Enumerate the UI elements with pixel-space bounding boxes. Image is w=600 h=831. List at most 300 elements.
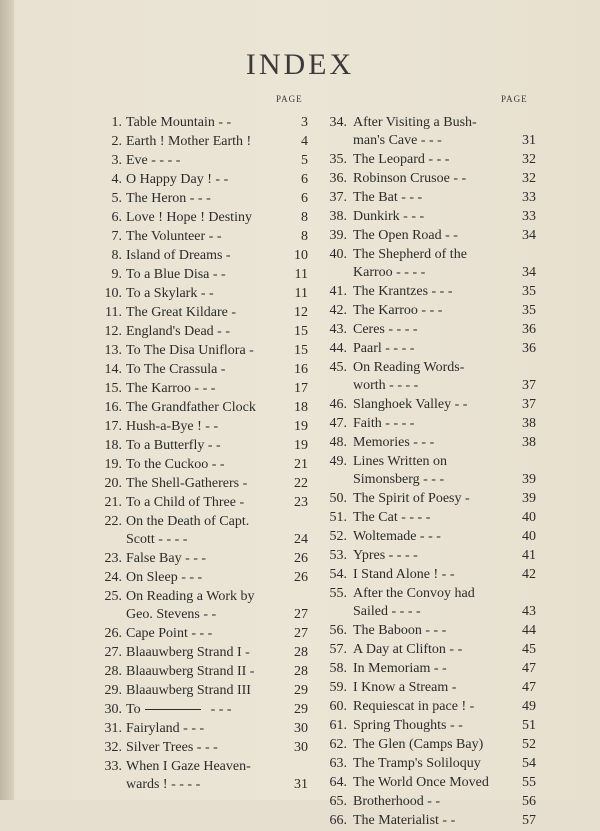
index-entry — [322, 434, 536, 452]
entry-number: 17. — [104, 419, 122, 434]
index-entry — [322, 774, 536, 792]
entry-page-number: 35 — [522, 303, 536, 318]
entry-title: Woltemade - - - — [353, 529, 441, 544]
entry-page-number: 55 — [522, 775, 536, 790]
entry-page-number: 51 — [522, 718, 536, 733]
entry-number: 36. — [329, 171, 347, 186]
entry-page-number: 30 — [294, 721, 308, 736]
index-entry-line — [322, 660, 536, 678]
index-entry — [322, 490, 536, 508]
entry-number: 6. — [111, 210, 122, 225]
index-entry-line — [96, 682, 308, 700]
entry-page-number: 36 — [522, 322, 536, 337]
entry-title: To The Disa Uniflora - — [126, 343, 254, 358]
index-entry-line — [96, 361, 308, 379]
index-entry-line — [96, 152, 308, 170]
entry-number: 10. — [104, 286, 122, 301]
page-column-label-right: PAGE — [501, 94, 528, 104]
index-entry — [322, 114, 536, 150]
blank-title-rule — [145, 709, 201, 710]
entry-title: The Bat - - - — [353, 190, 423, 205]
entry-number: 30. — [104, 702, 122, 717]
entry-page-number: 36 — [522, 341, 536, 356]
entry-title: Table Mountain - - — [126, 115, 232, 130]
index-entry — [322, 246, 536, 282]
index-entry — [96, 114, 308, 132]
entry-number: 20. — [104, 476, 122, 491]
page-column-label-left: PAGE — [276, 94, 303, 104]
entry-page-number: 54 — [522, 756, 536, 771]
entry-page-number: 35 — [522, 284, 536, 299]
entry-page-number: 32 — [522, 171, 536, 186]
index-entry-line — [96, 758, 308, 776]
index-entry-line — [322, 774, 536, 792]
index-entry-line — [322, 471, 536, 489]
index-entry — [322, 585, 536, 621]
entry-page-number: 42 — [522, 567, 536, 582]
index-entry-line — [96, 606, 308, 624]
entry-number: 3. — [111, 153, 122, 168]
index-entry-line — [322, 509, 536, 527]
entry-number: 58. — [329, 661, 347, 676]
index-entry — [322, 547, 536, 565]
entry-number: 13. — [104, 343, 122, 358]
entry-number: 65. — [329, 794, 347, 809]
entry-title: Cape Point - - - — [126, 626, 213, 641]
entry-number: 43. — [329, 322, 347, 337]
index-entry — [322, 755, 536, 773]
index-entry — [96, 152, 308, 170]
entry-title: On Reading Words- — [353, 360, 465, 375]
entry-number: 59. — [329, 680, 347, 695]
entry-page-number: 56 — [522, 794, 536, 809]
index-entry-line — [96, 550, 308, 568]
index-entry — [96, 475, 308, 493]
index-entry-line — [96, 569, 308, 587]
entry-number: 61. — [329, 718, 347, 733]
entry-number: 32. — [104, 740, 122, 755]
entry-page-number: 6 — [301, 172, 308, 187]
entry-title: On the Death of Capt. — [126, 514, 250, 529]
entry-page-number: 52 — [522, 737, 536, 752]
entry-page-number: 22 — [294, 476, 308, 491]
index-entry-line — [96, 494, 308, 512]
index-entry-line — [96, 475, 308, 493]
entry-number: 55. — [329, 586, 347, 601]
index-entry — [322, 698, 536, 716]
index-entry — [96, 644, 308, 662]
index-entry-line — [322, 377, 536, 395]
entry-number: 44. — [329, 341, 347, 356]
index-entry-line — [322, 603, 536, 621]
index-entry-line — [322, 622, 536, 640]
index-entry — [322, 509, 536, 527]
entry-number: 24. — [104, 570, 122, 585]
index-entry-line — [96, 418, 308, 436]
index-entry-line — [96, 342, 308, 360]
entry-number: 1. — [111, 115, 122, 130]
index-entry-line — [96, 114, 308, 132]
entry-title: Faith - - - - — [353, 416, 415, 431]
index-entry — [322, 340, 536, 358]
entry-title: The Tramp's Soliloquy — [353, 756, 481, 771]
index-entry-line — [322, 264, 536, 282]
entry-title: Earth ! Mother Earth ! — [126, 134, 252, 149]
entry-page-number: 29 — [294, 683, 308, 698]
entry-number: 4. — [111, 172, 122, 187]
entry-title: After the Convoy had — [353, 586, 475, 601]
entry-title: Brotherhood - - — [353, 794, 441, 809]
index-column-right — [322, 114, 536, 831]
entry-title: Scott - - - - — [126, 532, 188, 547]
index-entry-line — [322, 208, 536, 226]
entry-page-number: 33 — [522, 209, 536, 224]
index-entry-line — [322, 340, 536, 358]
index-entry — [96, 247, 308, 265]
index-entry — [96, 418, 308, 436]
entry-title: The Shepherd of the — [353, 247, 467, 262]
entry-page-number: 38 — [522, 416, 536, 431]
entry-number: 12. — [104, 324, 122, 339]
entry-page-number: 37 — [522, 397, 536, 412]
entry-number: 60. — [329, 699, 347, 714]
index-entry — [322, 302, 536, 320]
index-entry — [322, 717, 536, 735]
entry-title: The Krantzes - - - — [353, 284, 453, 299]
entry-title: The Karroo - - - — [353, 303, 443, 318]
entry-page-number: 40 — [522, 510, 536, 525]
entry-page-number: 31 — [294, 777, 308, 792]
index-entry-line — [322, 151, 536, 169]
index-entry-line — [96, 720, 308, 738]
entry-page-number: 34 — [522, 265, 536, 280]
entry-page-number: 26 — [294, 551, 308, 566]
entry-page-number: 15 — [294, 343, 308, 358]
entry-title: The Materialist - - — [353, 813, 456, 828]
index-entry-line — [322, 490, 536, 508]
index-entry-line — [322, 641, 536, 659]
index-entry-line — [96, 323, 308, 341]
entry-title: Dunkirk - - - — [353, 209, 425, 224]
entry-number: 9. — [111, 267, 122, 282]
index-entry-line — [96, 644, 308, 662]
index-entry-line — [96, 304, 308, 322]
entry-number: 53. — [329, 548, 347, 563]
index-entry-line — [96, 663, 308, 681]
index-entry-line — [96, 531, 308, 549]
entry-number: 35. — [329, 152, 347, 167]
index-entry — [96, 701, 308, 719]
entry-number: 14. — [104, 362, 122, 377]
entry-number: 25. — [104, 589, 122, 604]
entry-number: 66. — [329, 813, 347, 828]
index-entry-line — [96, 739, 308, 757]
entry-title: Spring Thoughts - - — [353, 718, 463, 733]
index-entry — [96, 663, 308, 681]
entry-page-number: 10 — [294, 248, 308, 263]
index-entry-line — [322, 453, 536, 471]
leader-dashes: - - - — [210, 702, 232, 717]
index-entry-line — [322, 812, 536, 830]
entry-title: The Leopard - - - — [353, 152, 450, 167]
entry-number: 18. — [104, 438, 122, 453]
entry-number: 42. — [329, 303, 347, 318]
entry-page-number: 15 — [294, 324, 308, 339]
index-entry — [322, 415, 536, 433]
entry-title: Lines Written on — [353, 454, 448, 469]
index-entry — [322, 622, 536, 640]
page-title: INDEX — [245, 48, 355, 81]
entry-page-number: 6 — [301, 191, 308, 206]
entry-title: On Sleep - - - — [126, 570, 203, 585]
index-entry — [322, 812, 536, 830]
entry-page-number: 16 — [294, 362, 308, 377]
index-entry-line — [96, 190, 308, 208]
entry-title: Simonsberg - - - — [353, 472, 445, 487]
entry-page-number: 19 — [294, 438, 308, 453]
index-entry-line — [322, 415, 536, 433]
entry-title: To a Butterfly - - — [126, 438, 221, 453]
index-entry — [96, 380, 308, 398]
index-entry-line — [322, 566, 536, 584]
index-entry — [322, 359, 536, 395]
entry-title: A Day at Clifton - - — [353, 642, 463, 657]
index-entry — [322, 321, 536, 339]
entry-title: Blaauwberg Strand II - — [126, 664, 255, 679]
index-entry — [322, 151, 536, 169]
entry-title: Blaauwberg Strand III — [126, 683, 251, 698]
entry-title: Memories - - - — [353, 435, 435, 450]
entry-title: Ceres - - - - — [353, 322, 418, 337]
entry-page-number: 28 — [294, 664, 308, 679]
index-entry — [96, 190, 308, 208]
entry-number: 38. — [329, 209, 347, 224]
entry-page-number: 49 — [522, 699, 536, 714]
entry-number: 7. — [111, 229, 122, 244]
index-entry-line — [96, 266, 308, 284]
entry-number: 2. — [111, 134, 122, 149]
index-column-left — [96, 114, 308, 795]
entry-title: O Happy Day ! - - — [126, 172, 229, 187]
index-entry — [96, 304, 308, 322]
index-entry-line — [322, 321, 536, 339]
index-entry-line — [322, 547, 536, 565]
index-entry-line — [322, 396, 536, 414]
entry-page-number: 34 — [522, 228, 536, 243]
entry-title: The Glen (Camps Bay) — [353, 737, 484, 752]
entry-title: Hush-a-Bye ! - - — [126, 419, 219, 434]
entry-title: False Bay - - - — [126, 551, 207, 566]
entry-page-number: 27 — [294, 626, 308, 641]
index-entry — [322, 170, 536, 188]
entry-page-number: 47 — [522, 680, 536, 695]
index-entry-line — [96, 776, 308, 794]
entry-title: On Reading a Work by — [126, 589, 255, 604]
entry-page-number: 11 — [294, 267, 308, 282]
index-entry — [96, 209, 308, 227]
entry-number: 41. — [329, 284, 347, 299]
entry-number: 23. — [104, 551, 122, 566]
entry-number: 8. — [111, 248, 122, 263]
entry-number: 52. — [329, 529, 347, 544]
index-entry-line — [322, 359, 536, 377]
index-entry — [322, 208, 536, 226]
entry-page-number: 8 — [301, 210, 308, 225]
entry-page-number: 11 — [294, 286, 308, 301]
index-entry-line — [96, 513, 308, 531]
entry-title: Silver Trees - - - — [126, 740, 218, 755]
index-entry — [322, 189, 536, 207]
index-entry-line — [96, 456, 308, 474]
entry-page-number: 33 — [522, 190, 536, 205]
entry-page-number: 26 — [294, 570, 308, 585]
entry-number: 45. — [329, 360, 347, 375]
index-entry — [322, 679, 536, 697]
index-entry-line — [96, 380, 308, 398]
entry-title: Love ! Hope ! Destiny — [126, 210, 252, 225]
entry-page-number: 31 — [522, 133, 536, 148]
index-entry — [96, 550, 308, 568]
index-entry — [96, 588, 308, 624]
index-entry — [96, 171, 308, 189]
entry-page-number: 18 — [294, 400, 308, 415]
index-entry — [96, 513, 308, 549]
entry-page-number: 45 — [522, 642, 536, 657]
index-entry — [322, 227, 536, 245]
entry-page-number: 5 — [301, 153, 308, 168]
index-entry-line — [322, 679, 536, 697]
index-entry — [96, 399, 308, 417]
index-entry-line — [322, 736, 536, 754]
entry-title: The Great Kildare - — [126, 305, 236, 320]
entry-title: Geo. Stevens - - — [126, 607, 217, 622]
index-entry — [96, 361, 308, 379]
index-entry-line — [322, 434, 536, 452]
entry-title: After Visiting a Bush- — [353, 115, 477, 130]
index-entry — [96, 323, 308, 341]
entry-page-number: 32 — [522, 152, 536, 167]
entry-number: 26. — [104, 626, 122, 641]
entry-number: 15. — [104, 381, 122, 396]
index-entry — [96, 437, 308, 455]
index-entry — [96, 758, 308, 794]
index-entry — [96, 720, 308, 738]
entry-title: I Know a Stream - — [353, 680, 457, 695]
index-entry — [96, 342, 308, 360]
entry-number: 22. — [104, 514, 122, 529]
entry-title: The Open Road - - — [353, 228, 458, 243]
index-entry — [96, 456, 308, 474]
entry-title: Paarl - - - - — [353, 341, 415, 356]
entry-title: The Baboon - - - — [353, 623, 447, 638]
entry-number: 39. — [329, 228, 347, 243]
entry-number: 34. — [329, 115, 347, 130]
index-entry-line — [96, 209, 308, 227]
index-entry-line — [96, 588, 308, 606]
index-entry-line — [322, 585, 536, 603]
entry-number: 33. — [104, 759, 122, 774]
entry-number: 51. — [329, 510, 347, 525]
index-entry-line — [322, 246, 536, 264]
entry-title: man's Cave - - - — [353, 133, 442, 148]
index-entry — [322, 566, 536, 584]
entry-page-number: 30 — [294, 740, 308, 755]
entry-number: 62. — [329, 737, 347, 752]
entry-page-number: 44 — [522, 623, 536, 638]
index-entry — [322, 283, 536, 301]
entry-number: 16. — [104, 400, 122, 415]
entry-page-number: 40 — [522, 529, 536, 544]
entry-page-number: 41 — [522, 548, 536, 563]
entry-number: 46. — [329, 397, 347, 412]
entry-title: The World Once Moved — [353, 775, 489, 790]
entry-page-number: 8 — [301, 229, 308, 244]
index-entry — [322, 793, 536, 811]
entry-page-number: 43 — [522, 604, 536, 619]
entry-number: 56. — [329, 623, 347, 638]
entry-title: Blaauwberg Strand I - — [126, 645, 250, 660]
entry-number: 11. — [105, 305, 122, 320]
entry-page-number: 47 — [522, 661, 536, 676]
entry-title: In Memoriam - - — [353, 661, 447, 676]
entry-page-number: 29 — [294, 702, 308, 717]
entry-title: Karroo - - - - — [353, 265, 426, 280]
entry-title: Island of Dreams - — [126, 248, 231, 263]
index-entry — [96, 285, 308, 303]
entry-title: Requiescat in pace ! - — [353, 699, 475, 714]
entry-title: Sailed - - - - — [353, 604, 421, 619]
index-entry — [96, 228, 308, 246]
entry-page-number: 3 — [301, 115, 308, 130]
entry-title: The Cat - - - - — [353, 510, 431, 525]
index-entry — [322, 453, 536, 489]
entry-number: 37. — [329, 190, 347, 205]
entry-number: 57. — [329, 642, 347, 657]
entry-title: To - - - — [126, 702, 232, 717]
index-entry-line — [96, 171, 308, 189]
entry-title: Eve - - - - — [126, 153, 181, 168]
entry-title: To a Skylark - - — [126, 286, 214, 301]
index-entry-line — [96, 437, 308, 455]
entry-title: Slanghoek Valley - - — [353, 397, 468, 412]
index-entry — [96, 625, 308, 643]
index-entry — [96, 739, 308, 757]
index-entry-line — [96, 399, 308, 417]
entry-number: 64. — [329, 775, 347, 790]
index-entry — [96, 133, 308, 151]
index-entry — [96, 494, 308, 512]
entry-number: 63. — [329, 756, 347, 771]
entry-number: 27. — [104, 645, 122, 660]
entry-title: worth - - - - — [353, 378, 419, 393]
entry-number: 47. — [329, 416, 347, 431]
index-entry-line — [96, 133, 308, 151]
index-entry-line — [322, 132, 536, 150]
index-entry — [322, 660, 536, 678]
entry-page-number: 37 — [522, 378, 536, 393]
index-entry-line — [322, 698, 536, 716]
entry-title: The Spirit of Poesy - — [353, 491, 470, 506]
entry-number: 50. — [329, 491, 347, 506]
index-entry-line — [96, 247, 308, 265]
index-entry-line — [322, 717, 536, 735]
entry-page-number: 28 — [294, 645, 308, 660]
entry-number: 19. — [104, 457, 122, 472]
index-entry — [96, 266, 308, 284]
entry-page-number: 27 — [294, 607, 308, 622]
index-entry — [322, 736, 536, 754]
entry-page-number: 19 — [294, 419, 308, 434]
